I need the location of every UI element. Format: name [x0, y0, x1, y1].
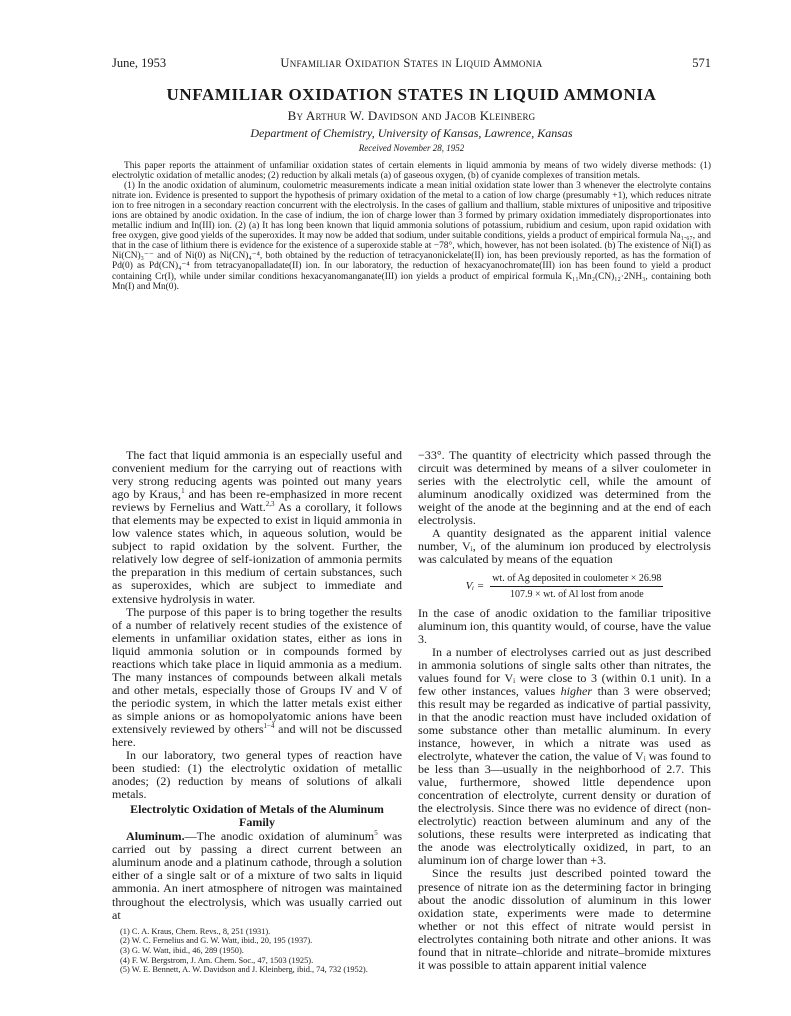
right-column: [418, 449, 711, 972]
abstract-paragraph: (1) In the anodic oxidation of aluminum, coulometric measurements indicate a mean initial oxidation state lower than 3 whenever the electrolyte contains nitrate ion. Evidence is presented to support the hypothesis of primary oxidation of the metal to a cation of low charge (presumably +1), which reduces nitrate ion to free nitrogen in a secondary reaction concurrent with the electrolysis. In the cases of gallium and thallium, stable mixtures of unipositive and tripositive ions are obtained by anodic oxidation. In the case of indium, the ion of charge lower than 3 formed by primary oxidation immediately disproportionates into metallic indium and In(III) ion. (2) (a) It has long been known that liquid ammonia solutions of potassium, rubidium and cesium, upon rapid oxidation with free oxygen, give good yields of the superoxides. It may now be added that sodium, under suitable conditions, yields a product of empirical formula Na₁.₆₇, and that in the case of lithium there is evidence for the existence of a superoxide stable at −78°, which, however, has not been isolated. (b) The existence of Ni(I) as Ni(CN)₃⁻⁻ and of Ni(0) as Ni(CN)₄⁻⁴, both obtained by the reduction of tetracyanonickelate(II) ion, has been previously reported, as has the formation of Pd(0) as Pd(CN)₄⁻⁴ from tetracyanopalladate(II) ion. In our laboratory, the reduction of hexacyanochromate(III) ion has been found to yield a product containing Cr(I), while under similar conditions hexacyanomanganate(III) ion yields a product of empirical formula K₁₁Mn₂(CN)₁₂·2NH₃, containing both Mn(I) and Mn(0).: [112, 181, 711, 292]
body-paragraph: Since the results just described pointed toward the presence of nitrate ion as the determining factor in bringing about the anodic dissolution of aluminum in this lower oxidation state, experiments were made to determine whether or not this effect of nitrate would persist in electrolytes containing both nitrate and other anions. It was found that in nitrate–chloride and nitrate–bromide mixtures it was possible to attain apparent initial valence: [418, 866, 711, 972]
footnote: (4) F. W. Bergstrom, J. Am. Chem. Soc., 47, 1503 (1925).: [120, 955, 314, 965]
equation-denominator: 107.9 × wt. of Al lost from anode: [509, 589, 644, 601]
equation-numerator: wt. of Ag deposited in coulometer × 26.98: [490, 572, 663, 587]
body-paragraph: The purpose of this paper is to bring together the results of a number of relatively recent studies of the existence of elements in unfamiliar oxidation states, either as ions in liquid ammonia solution or in compounds formed by reactions which take place in liquid ammonia as a medium. The many instances of compounds between alkali metals and other metals, especially those of Groups IV and V of the periodic system, in which the latter metals exist either as simple anions or as homopolyatomic anions have been extensively reviewed by others$^{1-4}$ and will not be discussed here.: [112, 604, 402, 750]
run-in-heading: Aluminum.: [126, 829, 185, 844]
footnotes: [112, 927, 402, 976]
valence-equation: [418, 572, 711, 601]
abstract: [112, 161, 711, 292]
section-heading: Electrolytic Oxidation of Metals of the Aluminum Family: [130, 802, 384, 830]
body-paragraph: In a number of electrolyses carried out as just described in ammonia solutions of single salts other than nitrates, the values found for Vᵢ were close to 3 (within 0.1 unit). In a few other instances, values higher than 3 were observed; this result may be regarded as indicative of partial passivity, in that the anodic reaction must have included oxidation of some substance other than metallic aluminum. In every instance, however, in which a nitrate was used as electrolyte, whatever the cation, the value of Vᵢ was found to be less than 3—usually in the neighborhood of 2.7. This value, furthermore, showed little dependence upon concentration of electrolyte, current density or duration of the electrolysis. Since there was no evidence of direct (non-electrolytic) reaction between aluminum and any of the solutions, these results were interpreted as indicating that the anode was electrolytically oxidized, in part, to an aluminum ion of charge lower than +3.: [418, 644, 711, 868]
abstract-paragraph: This paper reports the attainment of unfamiliar oxidation states of certain elements in liquid ammonia by means of two widely diverse methods: (1) electrolytic oxidation of metallic anodes; (2) reduction by alkali metals (a) of gaseous oxygen, (b) of cyanide complexes of transition metals.: [112, 161, 711, 182]
footnote: (2) W. C. Fernelius and G. W. Watt, ibid., 20, 195 (1937).: [120, 936, 313, 946]
running-header: [112, 56, 711, 72]
emphasis: higher: [560, 683, 593, 698]
body-paragraph: In the case of anodic oxidation to the familiar tripositive aluminum ion, this quantity would, of course, have the value 3.: [418, 605, 711, 646]
left-column: [112, 449, 402, 975]
body-paragraph: In our laboratory, two general types of reaction have been studied: (1) the electrolytic oxidation of metallic anodes; (2) reduction by means of solutions of alkali metals.: [112, 748, 402, 802]
footnote: (1) C. A. Kraus, Chem. Revs., 8, 251 (1931).: [120, 926, 271, 936]
reference-marker: 2,3: [265, 500, 275, 509]
reference-marker: 1: [181, 487, 185, 496]
reference-marker: 5: [374, 829, 378, 838]
equation-fraction: [490, 572, 663, 601]
body-paragraph: Aluminum.—The anodic oxidation of aluminum$^5$ was carried out by passing a direct current between an aluminum anode and a platinum cathode, through a solution either of a single salt or of a mixture of two salts in liquid ammonia. An inert atmosphere of nitrogen was maintained throughout the electrolysis, which was usually carried out at: [112, 829, 403, 922]
article-title: UNFAMILIAR OXIDATION STATES IN LIQUID AMMONIA: [166, 85, 657, 104]
body-paragraph: The fact that liquid ammonia is an especially useful and convenient medium for the carrying out of reactions with very strong reducing agents was pointed out many years ago by Kraus,$^1$ and has been re-emphasized in more recent reviews by Fernelius and Watt.$^{2,3}$ As a corollary, it follows that elements may be expected to exist in liquid ammonia in low valence states which, in aqueous solution, would be subject to rapid oxidation by the solvent. Further, the relatively low degree of self-ionization of ammonia permits the preparation in this medium of certain substances, such as superoxides, which are subject to immediate and extensive hydrolysis in water.: [112, 448, 403, 606]
page-number: 571: [692, 56, 711, 70]
issue-date: June, 1953: [112, 56, 167, 70]
equation-lhs: Vᵢ =: [465, 580, 485, 593]
running-title: Unfamiliar Oxidation States in Liquid Ammonia: [280, 56, 543, 70]
received-date: Received November 28, 1952: [358, 143, 465, 153]
article-authors: By Arthur W. Davidson and Jacob Kleinberg: [287, 108, 536, 123]
footnote: (3) G. W. Watt, ibid., 46, 289 (1950).: [120, 946, 244, 955]
body-paragraph: −33°. The quantity of electricity which passed through the circuit was determined by means of a silver coulometer in series with the electrolytic cell, while the amount of aluminum anodically oxidized was determined from the weight of the anode at the beginning and at the end of each electrolysis.: [418, 448, 711, 528]
footnote: (5) W. E. Bennett, A. W. Davidson and J. Kleinberg, ibid., 74, 732 (1952).: [120, 965, 368, 975]
author-affiliation: Department of Chemistry, University of Kansas, Lawrence, Kansas: [250, 126, 573, 140]
body-paragraph: A quantity designated as the apparent initial valence number, Vᵢ, of the aluminum ion produced by electrolysis was calculated by means of the equation: [418, 526, 711, 567]
reference-marker: 1−4: [263, 721, 275, 730]
